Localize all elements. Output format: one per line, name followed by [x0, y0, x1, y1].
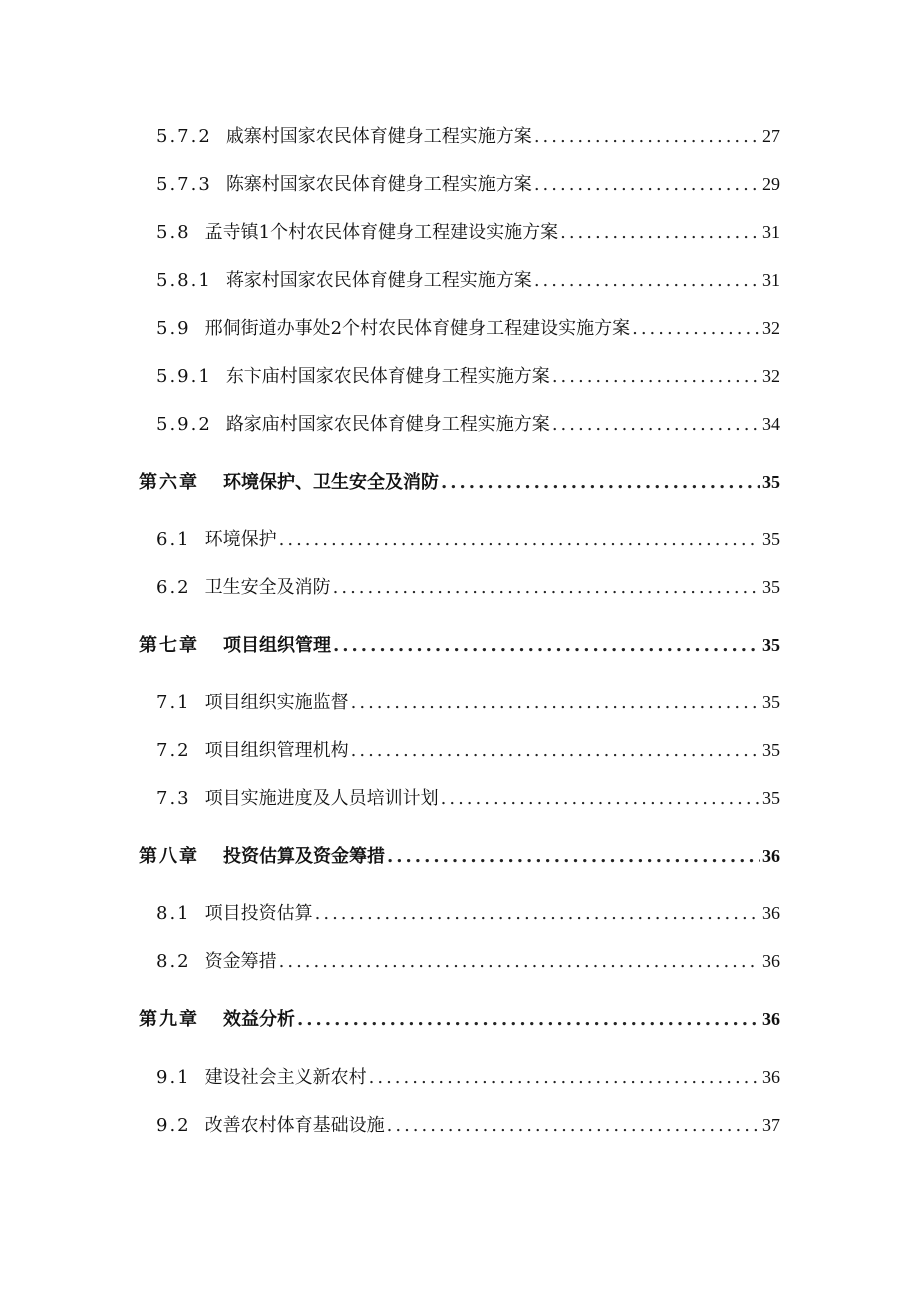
toc-entry-page: 35: [762, 692, 780, 712]
toc-chapter-number: 第八章: [139, 846, 199, 867]
toc-entry-5-8[interactable]: [156, 217, 780, 247]
toc-entry-page: 29: [762, 174, 780, 194]
toc-chapter-number: 第九章: [139, 1009, 199, 1030]
toc-entry-title: 卫生安全及消防: [204, 577, 331, 598]
toc-entry-number: 5.7.2: [156, 126, 212, 147]
toc-entry-title: 项目实施进度及人员培训计划: [204, 788, 439, 809]
toc-dot-leader: [534, 170, 760, 199]
toc-entry-title: 路家庙村国家农民体育健身工程实施方案: [225, 414, 550, 435]
toc-dot-leader: [441, 784, 760, 813]
toc-dot-leader: [369, 1063, 760, 1092]
toc-dot-leader: [552, 362, 760, 391]
toc-chapter-title: 项目组织管理: [223, 635, 331, 656]
toc-dot-leader: [560, 218, 760, 247]
toc-dot-leader: [315, 899, 760, 928]
toc-entry-number: 6.1: [156, 529, 191, 550]
toc-entry-title: 项目投资估算: [204, 903, 313, 924]
toc-entry-page: 31: [762, 270, 780, 290]
toc-chapter-page: 36: [762, 1009, 780, 1029]
toc-chapter-title: 投资估算及资金筹措: [223, 846, 385, 867]
toc-entry-title: 项目组织实施监督: [204, 692, 349, 713]
toc-entry-title: 改善农村体育基础设施: [204, 1115, 385, 1136]
toc-entry-page: 27: [762, 126, 780, 146]
toc-entry-9-1[interactable]: [156, 1062, 780, 1092]
toc-entry-number: 5.7.3: [156, 174, 212, 195]
toc-entry-7-3[interactable]: [156, 783, 780, 813]
toc-entry-7-1[interactable]: [156, 687, 780, 717]
toc-chapter-6[interactable]: [139, 467, 780, 497]
toc-chapter-title: 环境保护、卫生安全及消防: [223, 472, 439, 493]
toc-dot-leader: [632, 314, 760, 343]
toc-dot-leader: [534, 266, 760, 295]
toc-entry-title: 建设社会主义新农村: [204, 1067, 367, 1088]
toc-entry-title: 环境保护: [204, 529, 277, 550]
toc-entry-5-8-1[interactable]: [156, 265, 780, 295]
toc-entry-5-7-3[interactable]: [156, 169, 780, 199]
toc-entry-page: 36: [762, 1067, 780, 1087]
toc-entry-7-2[interactable]: [156, 735, 780, 765]
toc-chapter-number: 第六章: [139, 472, 199, 493]
toc-entry-title: 东卞庙村国家农民体育健身工程实施方案: [225, 366, 550, 387]
toc-entry-page: 36: [762, 951, 780, 971]
toc-dot-leader: [387, 1111, 760, 1140]
toc-entry-page: 35: [762, 529, 780, 549]
toc-entry-5-9[interactable]: [156, 313, 780, 343]
toc-entry-page: 35: [762, 577, 780, 597]
toc-entry-number: 9.1: [156, 1067, 191, 1088]
toc-chapter-title: 效益分析: [223, 1009, 295, 1030]
toc-entry-number: 8.1: [156, 903, 191, 924]
toc-entry-page: 34: [762, 414, 780, 434]
toc-entry-number: 7.2: [156, 740, 191, 761]
toc-entry-6-1[interactable]: [156, 524, 780, 554]
toc-entry-number: 5.8.1: [156, 270, 212, 291]
toc-dot-leader: [279, 947, 760, 976]
toc-chapter-page: 35: [762, 635, 780, 655]
toc-entry-title: 陈寨村国家农民体育健身工程实施方案: [225, 174, 532, 195]
toc-entry-number: 8.2: [156, 951, 191, 972]
toc-entry-9-2[interactable]: [156, 1110, 780, 1140]
toc-dot-leader: [351, 688, 760, 717]
toc-chapter-9[interactable]: [139, 1004, 780, 1034]
toc-dot-leader: [333, 631, 760, 660]
toc-entry-number: 6.2: [156, 577, 191, 598]
toc-entry-5-9-2[interactable]: [156, 409, 780, 439]
toc-entry-5-9-1[interactable]: [156, 361, 780, 391]
toc-dot-leader: [552, 410, 760, 439]
toc-entry-number: 5.9: [156, 318, 191, 339]
toc-entry-title: 项目组织管理机构: [204, 740, 349, 761]
toc-entry-title: 资金筹措: [204, 951, 277, 972]
toc-entry-title: 戚寨村国家农民体育健身工程实施方案: [225, 126, 532, 147]
toc-entry-5-7-2[interactable]: [156, 121, 780, 151]
toc-entry-number: 7.3: [156, 788, 191, 809]
toc-entry-page: 35: [762, 740, 780, 760]
toc-entry-number: 5.9.2: [156, 414, 212, 435]
toc-entry-number: 9.2: [156, 1115, 191, 1136]
toc-dot-leader: [297, 1005, 760, 1034]
toc-entry-page: 32: [762, 318, 780, 338]
toc-chapter-number: 第七章: [139, 635, 199, 656]
toc-entry-number: 5.9.1: [156, 366, 212, 387]
toc-dot-leader: [351, 736, 760, 765]
toc-entry-page: 32: [762, 366, 780, 386]
toc-entry-number: 7.1: [156, 692, 191, 713]
toc-chapter-8[interactable]: [139, 841, 780, 871]
toc-entry-page: 35: [762, 788, 780, 808]
toc-entry-8-2[interactable]: [156, 946, 780, 976]
toc-dot-leader: [387, 842, 760, 871]
toc-dot-leader: [441, 468, 760, 497]
toc-entry-title: 蒋家村国家农民体育健身工程实施方案: [225, 270, 532, 291]
toc-entry-8-1[interactable]: [156, 898, 780, 928]
toc-entry-title: 孟寺镇1个村农民体育健身工程建设实施方案: [204, 222, 559, 243]
toc-entry-number: 5.8: [156, 222, 191, 243]
toc-chapter-7[interactable]: [139, 630, 780, 660]
toc-dot-leader: [279, 525, 760, 554]
toc-chapter-page: 36: [762, 846, 780, 866]
toc-entry-page: 36: [762, 903, 780, 923]
toc-chapter-page: 35: [762, 472, 780, 492]
toc-dot-leader: [534, 122, 760, 151]
toc-dot-leader: [333, 573, 760, 602]
toc-entry-title: 邢侗街道办事处2个村农民体育健身工程建设实施方案: [204, 318, 631, 339]
toc-entry-page: 31: [762, 222, 780, 242]
toc-entry-6-2[interactable]: [156, 572, 780, 602]
toc-entry-page: 37: [762, 1115, 780, 1135]
